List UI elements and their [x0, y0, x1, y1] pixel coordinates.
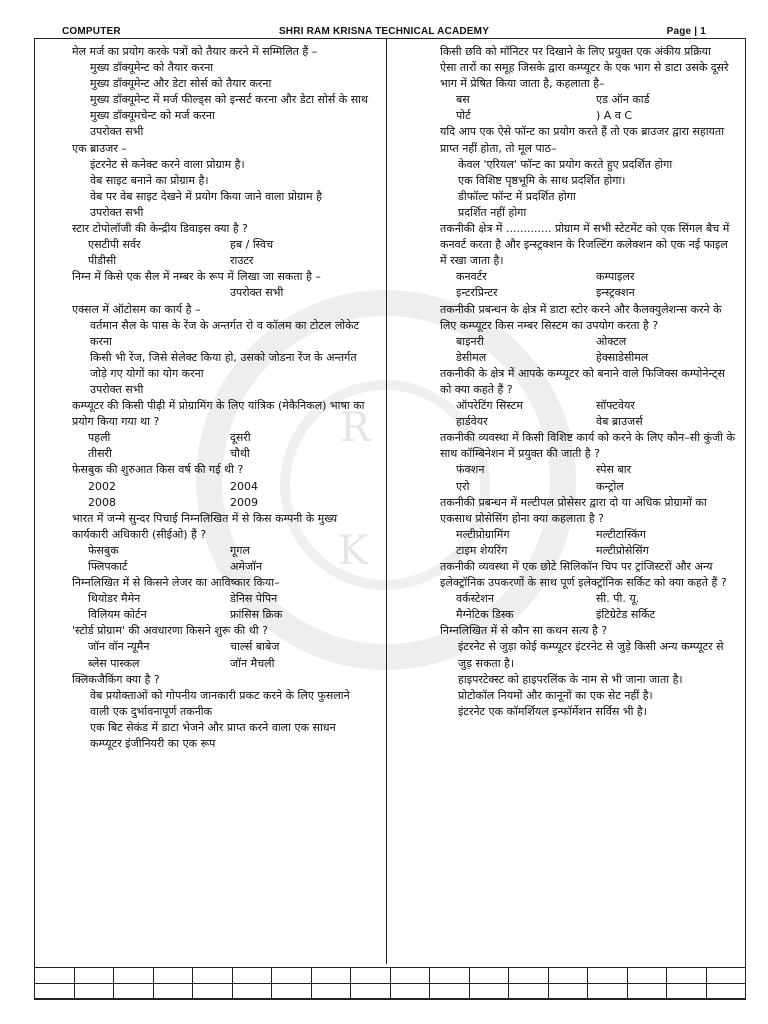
footer-cell — [193, 968, 233, 984]
footer-cell — [35, 968, 75, 984]
option-grid — [440, 92, 736, 124]
footer-cell — [548, 968, 588, 984]
footer-cell — [74, 968, 114, 984]
question-block — [440, 430, 736, 494]
option-item: कन्ट्रोल — [596, 479, 624, 493]
option-item: तीसरी — [88, 447, 112, 461]
question-block — [72, 511, 372, 575]
option-item: 2004 — [230, 479, 258, 493]
column-divider — [386, 38, 387, 964]
option-grid — [440, 462, 736, 494]
option-item: वेब साइट बनाने का प्रोग्राम है। — [90, 173, 209, 187]
footer-cell — [706, 968, 746, 984]
option-grid — [440, 334, 736, 366]
option-item: चार्ल्स बाबेज — [230, 640, 280, 654]
footer-cell — [627, 968, 667, 984]
question-block — [440, 495, 736, 559]
option-item: प्रदर्शित नहीं होगा — [458, 205, 527, 219]
footer-cell — [627, 983, 667, 999]
watermark-letter-r: R — [340, 405, 371, 451]
option-item: एसटीपी सर्वर — [88, 238, 141, 252]
footer-cell — [272, 968, 312, 984]
option-grid — [440, 269, 736, 301]
footer-cell — [114, 983, 154, 999]
option-item: फ्लिपकार्ट — [88, 560, 128, 573]
option-item: थियोडर मैमेन — [88, 592, 141, 606]
option-item: प्रोटोकॉल नियमों और कानूनों का एक सेट नहीं है। — [458, 688, 653, 702]
option-item: कम्प्यूटर इंजीनियरी का एक रूप — [90, 737, 216, 751]
option-item: फ्रांसिस क्रिक — [230, 608, 283, 622]
option-item: टाइम शेयरिंग — [456, 543, 508, 557]
question-text: एक्सल में ऑटोसम का कार्य है – — [72, 302, 201, 316]
option-item: इन्स्ट्रक्शन — [596, 286, 635, 300]
option-item: इंटिग्रेटेड सर्किट — [596, 608, 656, 622]
option-item: पीडीसी — [88, 254, 117, 268]
footer-cell — [311, 983, 351, 999]
option-item: विलियम कोर्टन — [88, 608, 147, 622]
question-text: किसी छवि को मॉनिटर पर दिखाने के लिए प्रयुक्त एक अंकीय प्रक्रिया — [440, 45, 711, 58]
footer-cell — [153, 983, 193, 999]
footer-cell — [509, 983, 549, 999]
question-block — [72, 44, 372, 141]
option-item: पोर्ट — [456, 109, 471, 123]
footer-cell — [469, 968, 509, 984]
option-item: जॉन वॉन न्यूमैन — [88, 640, 150, 654]
footer-cell — [232, 983, 272, 999]
question-block — [72, 672, 372, 752]
option-item: फंक्शन — [456, 463, 485, 477]
option-item: गूगल — [230, 543, 250, 557]
option-item: इन्टरप्रिन्टर — [456, 286, 498, 300]
option-item: उपरोक्त सभी — [90, 382, 144, 396]
option-item: उपरोक्त सभी — [230, 286, 284, 300]
option-grid — [72, 237, 372, 269]
option-grid — [440, 527, 736, 559]
question-text: निम्नलिखित में से किसने लेजर का आविष्कार किया– — [72, 576, 280, 590]
option-item: दूसरी — [230, 431, 251, 445]
option-item: जॉन मैचली — [230, 656, 275, 670]
option-item: मुख्य डॉक्यूमेन्ट और डेटा सोर्स को तैयार करना — [90, 77, 272, 91]
question-text: स्टार टोपोलॉजी की केन्द्रीय डिवाइस क्या है ? — [72, 222, 248, 236]
footer-cell — [588, 983, 628, 999]
option-item: वर्कस्टेशन — [456, 592, 494, 606]
option-item: कनवर्टर — [456, 270, 487, 284]
question-text: क्लिकजैकिंग क्या है ? — [72, 672, 160, 686]
option-grid — [440, 591, 736, 623]
question-block — [72, 221, 372, 269]
question-text: 'स्टोर्ड प्रोग्राम' की अवधारणा किसने शुरू की थी ? — [72, 624, 268, 638]
option-item: मल्टीटास्किंग — [596, 527, 646, 541]
option-grid — [440, 398, 736, 430]
header-academy-name: SHRI RAM KRISNA TECHNICAL ACADEMY — [278, 26, 490, 37]
left-column — [72, 44, 372, 752]
option-item: डेनिस पेपिन — [230, 592, 278, 606]
right-column — [440, 44, 736, 720]
option-item: ब्लेस पास्कल — [88, 656, 140, 670]
option-grid — [72, 285, 372, 301]
option-item: केवल 'एरियल' फॉन्ट का प्रयोग करते हुए प्रदर्शित होगा — [458, 157, 673, 171]
question-block — [440, 623, 736, 720]
question-block — [440, 559, 736, 623]
question-text: मेल मर्ज का प्रयोग करके पत्रों को तैयार करने में सम्मिलित हैं – — [72, 45, 318, 58]
question-block — [72, 141, 372, 221]
option-grid — [72, 479, 372, 511]
footer-cell — [469, 983, 509, 999]
question-block — [72, 269, 372, 301]
option-grid — [72, 430, 372, 462]
option-item: चौथी — [230, 447, 250, 461]
footer-cell — [390, 983, 430, 999]
footer-cell — [667, 968, 707, 984]
option-item: मैग्नेटिक डिस्क — [456, 608, 514, 622]
option-grid — [72, 591, 372, 623]
question-block — [440, 60, 736, 124]
footer-cell — [272, 983, 312, 999]
option-grid — [72, 639, 372, 671]
question-text: तकनीकी क्षेत्र में ............. प्रोग्राम में सभी स्टेटमेंट को एक सिंगल बैच में कनवर्ट करता है और इन्स्ट्रक्शन के रिजल्टिंग कलेक्शन को एक नई फाइल में रखा जाता है। — [440, 222, 730, 268]
footer-row — [35, 983, 746, 999]
option-item: एरो — [456, 479, 470, 493]
question-text: तकनीकी प्रबन्धन में मल्टीपल प्रोसेसर द्वारा दो या अधिक प्रोग्रामों का एकसाथ प्रोसेसिंग होना क्या कहलाता है ? — [440, 495, 707, 525]
option-item: सी. पी. यू. — [596, 592, 640, 606]
question-block — [72, 398, 372, 462]
question-text: तकनीकी व्यवस्था में किसी विशिष्ट कार्य को करने के लिए कौन–सी कुंजी के साथ कॉम्बिनेशन में प्रयुक्त की जाती है ? — [440, 431, 735, 461]
question-block — [72, 302, 372, 399]
option-item: किसी भी रेंज, जिसे सेलेक्ट किया हो, उसको जोडना रेंज के अन्तर्गत जोड़े गए योगों का योग करना — [90, 350, 357, 380]
option-item: डीफॉल्ट फॉन्ट में प्रदर्शित होगा — [458, 189, 576, 203]
question-text: तकनीकी के क्षेत्र में आपके कम्प्यूटर को बनाने वाले फिजिक्स कम्पोनेन्ट्स को क्या कहते हैं ? — [440, 366, 725, 396]
footer-table — [34, 967, 746, 999]
option-item: हेक्साडेसीमल — [596, 350, 649, 364]
question-text: ऐसा तारों का समूह जिसके द्वारा कम्प्यूटर के एक भाग से डाटा उसके दूसरे भाग में प्रेषित किया जाता है, कहलाता है– — [440, 61, 729, 91]
footer-cell — [351, 983, 391, 999]
option-item: पहली — [88, 431, 111, 445]
option-item: वेब प्रयोक्ताओं को गोपनीय जानकारी प्रकट करने के लिए फुसलाने वाली एक दुर्भावनापूर्ण तकनीक — [90, 688, 350, 718]
option-item: फेसबुक — [88, 543, 119, 557]
option-item: हब / स्विच — [230, 238, 274, 252]
question-text: तकनीकी व्यवस्था में एक छोटे सिलिकॉन चिप पर ट्रांजिस्टरों और अन्य इलेक्ट्रॉनिक उपकरणों के साथ पूर्ण इलेक्ट्रॉनिक सर्किट को क्या कहते हैं ? — [440, 560, 727, 590]
footer-cell — [548, 983, 588, 999]
option-item: हाइपरटेक्स्ट को हाइपरलिंक के नाम से भी जाना जाता है। — [458, 672, 683, 686]
option-item: उपरोक्त सभी — [90, 125, 144, 139]
footer-cell — [311, 968, 351, 984]
option-item: उपरोक्त सभी — [90, 205, 144, 219]
question-block — [440, 366, 736, 430]
footer-cell — [430, 983, 470, 999]
footer-cell — [351, 968, 391, 984]
option-item: 2008 — [88, 495, 116, 509]
watermark-letter-k: K — [338, 528, 368, 574]
footer-cell — [390, 968, 430, 984]
option-item: इंटरनेट से कनेक्ट करने वाला प्रोग्राम है। — [90, 157, 245, 171]
option-item: वेब पर वेब साइट देखने में प्रयोग किया जाने वाला प्रोग्राम है — [90, 189, 322, 203]
question-block — [72, 462, 372, 510]
question-block — [440, 302, 736, 366]
footer-cell — [74, 983, 114, 999]
question-text: निम्नलिखित में से कौन सा कथन सत्य है ? — [440, 624, 608, 638]
option-grid — [72, 543, 372, 575]
option-item: एक बिट सेकंड में डाटा भेजने और प्राप्त करने वाला एक साधन — [90, 720, 336, 734]
header-page-number: Page | 1 — [666, 26, 706, 37]
option-item: सॉफ्टवेयर — [596, 399, 635, 413]
footer-cell — [114, 968, 154, 984]
question-text: फेसबुक की शुरुआत किस वर्ष की गई थी ? — [72, 463, 244, 477]
option-item: एक विशिष्ट पृष्ठभूमि के साथ प्रदर्शित होगा। — [458, 173, 626, 187]
footer-cell — [153, 968, 193, 984]
option-item: 2002 — [88, 479, 116, 493]
footer-cell — [588, 968, 628, 984]
question-block — [440, 221, 736, 301]
option-item — [88, 285, 230, 301]
question-text: कम्प्यूटर की किसी पीढ़ी में प्रोग्रामिंग के लिए यांत्रिक (मेकैनिकल) भाषा का प्रयोग किया गया था ? — [72, 399, 365, 429]
option-item: राउटर — [230, 254, 254, 268]
footer-cell — [667, 983, 707, 999]
footer-cell — [430, 968, 470, 984]
question-text: यदि आप एक ऐसे फॉन्ट का प्रयोग करते हैं तो एक ब्राउजर द्वारा सहायता प्राप्त नहीं होता, तो मूल पाठ– — [440, 125, 725, 155]
option-item: वर्तमान सैल के पास के रेंज के अन्तर्गत रो व कॉलम का टोटल लोकेट करना — [90, 318, 360, 348]
footer-cell — [706, 983, 746, 999]
footer-cell — [232, 968, 272, 984]
option-item: मुख्य डॉक्यूमेन्ट को तैयार करना — [90, 61, 214, 75]
question-block — [72, 575, 372, 623]
option-item: अमेजॉन — [230, 560, 263, 573]
option-item: स्पेस बार — [596, 463, 632, 477]
option-item: ऑपरेटिंग सिस्टम — [456, 399, 523, 413]
footer-cell — [35, 983, 75, 999]
option-item: कम्पाइलर — [596, 270, 635, 284]
question-block — [440, 124, 736, 221]
question-text: तकनीकी प्रबन्धन के क्षेत्र में डाटा स्टोर करने और कैलक्युलेशन्स करने के लिए कम्प्यूटर किस नम्बर सिस्टम का उपयोग करता है ? — [440, 302, 722, 332]
header-subject: COMPUTER — [62, 26, 121, 37]
option-item: बाइनरी — [456, 334, 484, 348]
option-item: हार्डवेयर — [456, 415, 488, 429]
option-item: डेसीमल — [456, 350, 487, 364]
option-item: एड ऑन कार्ड — [596, 93, 650, 107]
option-item: बस — [456, 93, 470, 107]
option-item: इंटरनेट एक कॉमर्शियल इन्फॉर्मेशन सर्विस भी है। — [458, 704, 647, 718]
question-block — [72, 623, 372, 671]
option-item: मल्टीप्रोग्रामिंग — [456, 527, 510, 541]
footer-row — [35, 968, 746, 984]
option-item: 2009 — [230, 495, 258, 509]
option-item: ) A व C — [596, 109, 633, 123]
option-item: ओक्टल — [596, 334, 627, 348]
footer-cell — [509, 968, 549, 984]
question-text: निम्न में किसे एक सैल में नम्बर के रूप में लिखा जा सकता है – — [72, 270, 321, 284]
option-item: वेब ब्राउजर्स — [596, 415, 643, 429]
option-item: इंटरनेट से जुड़ा कोई कम्प्यूटर इंटरनेट से जुड़े किसी अन्य कम्प्यूटर से जुड़ सकता है। — [458, 640, 724, 670]
question-block — [440, 44, 736, 60]
footer-cell — [193, 983, 233, 999]
question-text: भारत में जन्मे सुन्दर पिचाई निम्नलिखित में से किस कम्पनी के मुख्य कार्यकारी अधिकारी (सीईओ) हैं ? — [72, 511, 338, 541]
question-text: एक ब्राउजर – — [72, 141, 127, 155]
option-item: मुख्य डॉक्यूमेन्ट में मर्ज फील्ड्स को इन्सर्ट करना और डेटा सोर्स के साथ मुख्य डॉक्यूमचेन्ट को मर्ज करना — [90, 93, 369, 123]
option-item: मल्टीप्रोसेसिंग — [596, 543, 649, 557]
